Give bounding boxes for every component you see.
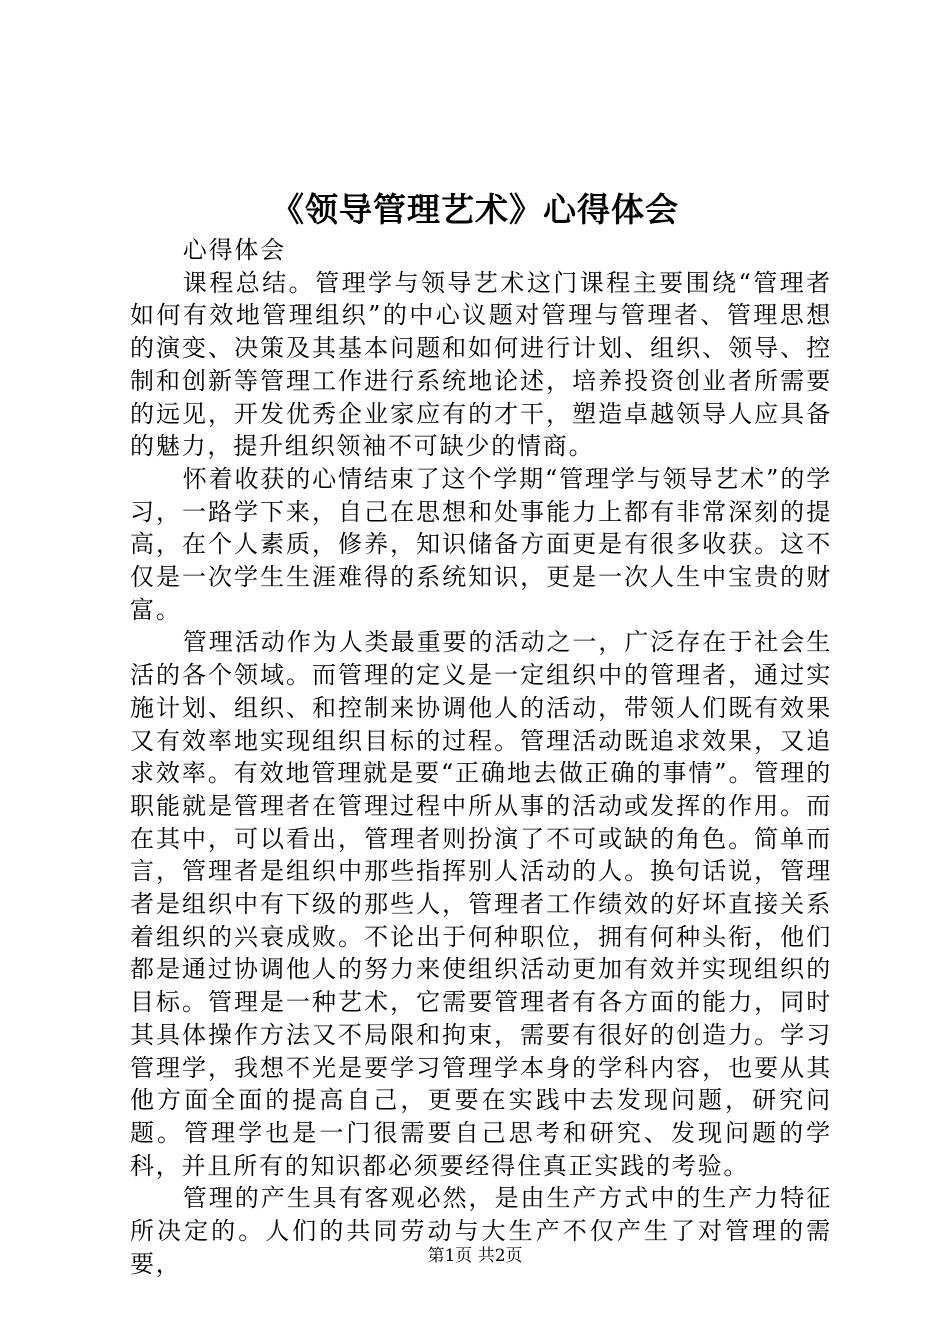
document-body	[130, 234, 832, 1281]
paragraph-course-summary: 课程总结。管理学与领导艺术这门课程主要围绕“管理者如何有效地管理组织”的中心议题对管理与管理者、管理思想的演变、决策及其基本问题和如何进行计划、组织、领导、控制和创新等管理工作进行系统地论述，培养投资创业者所需要的远见，开发优秀企业家应有的才干，塑造卓越领导人应具备的魅力，提升组织领袖不可缺少的情商。	[130, 268, 832, 461]
paragraph-heading: 心得体会	[182, 236, 286, 264]
paragraph-management-activity: 管理活动作为人类最重要的活动之一，广泛存在于社会生活的各个领域。而管理的定义是一定组织中的管理者，通过实施计划、组织、和控制来协调他人的活动，带领人们既有效果又有效率地实现组织目标的过程。管理活动既追求效果，又追求效率。有效地管理就是要“正确地去做正确的事情”。管理的职能就是管理者在管理过程中所从事的活动或发挥的作用。而在其中，可以看出，管理者则扮演了不可或缺的角色。简单而言，管理者是组织中那些指挥别人活动的人。换句话说，管理者是组织中有下级的那些人，管理者工作绩效的好坏直接关系着组织的兴衰成败。不论出于何种职位，拥有何种头衔，他们都是通过协调他人的努力来使组织活动更加有效并实现组织的目标。管理是一种艺术，它需要管理者有各方面的能力，同时其具体操作方法又不局限和拘束，需要有很好的创造力。学习管理学，我想不光是要学习管理学本身的学科内容，也要从其他方面全面的提高自己，更要在实践中去发现问题，研究问题。管理学也是一门很需要自己思考和研究、发现问题的学科，并且所有的知识都必须要经得住真正实践的考验。	[130, 628, 832, 1180]
paragraph-reflection: 怀着收获的心情结束了这个学期“管理学与领导艺术”的学习，一路学下来，自己在思想和处事能力上都有非常深刻的提高，在个人素质，修养，知识储备方面更是有很多收获。这不仅是一次学生生涯难得的系统知识，更是一次人生中宝贵的财富。	[130, 464, 832, 624]
paragraph-management-origin: 管理的产生具有客观必然，是由生产方式中的生产力特征所决定的。人们的共同劳动与大生产不仅产生了对管理的需要，	[130, 1184, 832, 1278]
page-footer: 第1页 共2页	[427, 1246, 523, 1266]
document-title: 《领导管理艺术》心得体会	[271, 190, 679, 229]
